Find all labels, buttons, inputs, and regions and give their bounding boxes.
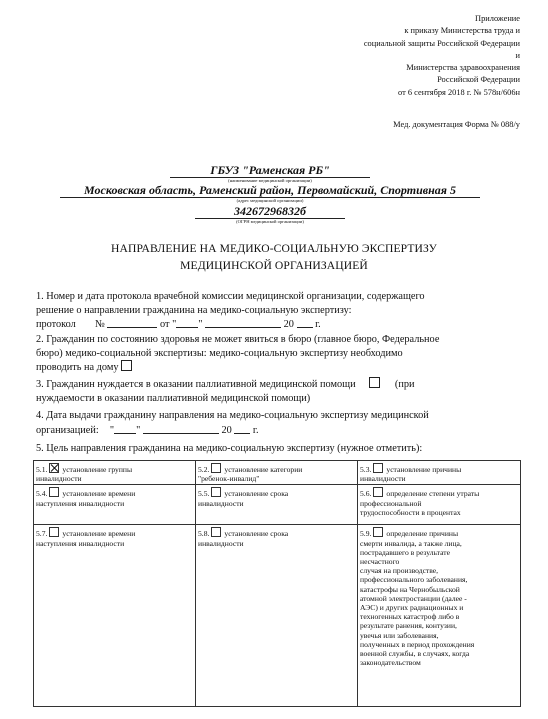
purpose-checkbox[interactable] [49,463,59,473]
purpose-number: 5.4. [36,489,48,499]
purpose-label: несчастного [360,557,400,567]
purpose-line [198,527,355,538]
purpose-line [360,649,518,658]
from-label: от [159,319,170,331]
purpose-label: наступления инвалидности [36,498,125,508]
purpose-label: атомной электростанции (далее - [360,593,467,603]
quote-close: " [136,424,141,436]
section-3-line-1-tail: (при [394,379,415,390]
purpose-number: 5.2. [198,465,210,474]
protocol-day-field[interactable] [176,317,198,328]
quote-close: " [198,319,203,331]
title-line-1: НАПРАВЛЕНИЕ НА МЕДИКО-СОЦИАЛЬНУЮ ЭКСПЕРТИЗУ [111,242,437,255]
purpose-label: определение степени утраты [386,489,480,499]
purpose-line [360,603,518,612]
purpose-label: АЭС) и других радиационных и [360,603,464,613]
table-row [34,461,521,485]
section-4-line-1: 4. Дата выдачи гражданину направления на медико-социальную экспертизу медицинской [36,410,429,421]
purpose-number: 5.9. [360,529,372,539]
purpose-label: установление срока [224,489,289,499]
purpose-line [198,487,355,498]
organization-ogrn: 34267296832б [195,204,345,219]
home-examination-checkbox[interactable] [121,360,132,371]
purpose-number: 5.5. [198,489,210,499]
purpose-label: военной службы, в случаях, когда [360,649,470,659]
purpose-checkbox[interactable] [49,487,59,497]
purpose-checkbox[interactable] [373,463,383,473]
purpose-text [36,527,193,547]
purpose-label: результате ранения, контузии, [360,621,457,631]
appendix-line: Приложение [475,14,520,23]
purpose-line [360,640,518,649]
purpose-text [198,527,355,547]
section-5 [36,442,516,456]
purpose-line [360,566,518,575]
purpose-text [360,487,518,517]
purpose-line [36,474,193,483]
issue-year-field[interactable] [234,423,250,434]
purpose-number: 5.3. [360,465,372,474]
title-line-2: МЕДИЦИНСКОЙ ОРГАНИЗАЦИЕЙ [180,259,368,272]
purpose-text [198,487,355,507]
purpose-line [198,539,355,548]
purpose-label: трудоспособности в процентах [360,507,461,517]
purpose-line [36,539,193,548]
purpose-table [33,460,521,707]
purpose-checkbox[interactable] [373,527,383,537]
purpose-line [360,575,518,584]
purpose-text [36,463,193,483]
appendix-line: Российской Федерации [437,75,520,85]
protocol-month-field[interactable] [205,317,281,328]
purpose-label: катастрофы на Чернобыльской [360,584,460,594]
purpose-label: определение причины [386,529,459,539]
purpose-number: 5.6. [360,489,372,499]
purpose-line [360,557,518,566]
year-prefix: 20 [283,319,294,331]
purpose-checkbox[interactable] [211,487,221,497]
quote-open: " [172,319,177,331]
purpose-line [360,594,518,603]
organization-name-caption: (наименование медицинской организации) [228,178,312,183]
purpose-label: инвалидности [36,474,82,484]
purpose-label: пострадавшего в результате [360,547,450,557]
purpose-line [360,548,518,557]
purpose-label: установление причины [386,465,462,474]
appendix-header [300,13,520,99]
purpose-line [198,499,355,508]
section-2-line-1: 2. Гражданин по состоянию здоровья не может явиться в бюро (главное бюро, Федеральное [36,334,440,345]
protocol-number-field[interactable] [107,317,157,328]
purpose-text [360,527,518,667]
purpose-label: установление времени [62,489,136,499]
appendix-line: к приказу Министерства труда и [404,26,520,36]
purpose-line [360,612,518,621]
purpose-checkbox[interactable] [211,463,221,473]
purpose-line [36,499,193,508]
purpose-cell [196,525,358,707]
section-2-line-3: проводить на дому [36,362,119,374]
purpose-label: увечья или заболевания, [360,630,439,640]
organization-name: ГБУЗ "Раменская РБ" [170,163,370,178]
purpose-label: профессионального заболевания, [360,575,468,585]
purpose-label: полученных в период прохождения [360,639,475,649]
purpose-cell [358,525,521,707]
purpose-line [360,539,518,548]
number-sign: № [94,319,105,331]
organization-ogrn-caption: (ОГРН медицинской организации) [236,219,304,224]
purpose-label: профессиональной [360,498,422,508]
purpose-label: установление срока [224,529,289,539]
purpose-cell [34,485,196,525]
purpose-label: техногенных катастроф либо в [360,612,460,622]
purpose-label: установление категории [224,465,303,474]
section-2-line-2: бюро) медико-социальной экспертизы: медико-социальную экспертизу необходимо [36,347,403,359]
section-1 [36,290,516,332]
protocol-label: протокол [36,319,76,331]
section-1-line-2: решение о направлении гражданина на медико-социальную экспертизу: [36,304,352,316]
purpose-line [360,508,518,517]
purpose-label: инвалидности [198,538,244,548]
year-suffix: г. [315,319,321,331]
organization-ogrn-block [50,204,490,224]
appendix-line: социальной защиты Российской Федерации [363,38,520,48]
purpose-cell [358,485,521,525]
palliative-care-checkbox[interactable] [369,377,380,388]
purpose-label: законодательством [360,658,421,668]
year-suffix: г. [252,424,259,436]
appendix-line: и [515,50,520,60]
purpose-line [198,463,355,474]
purpose-label: инвалидности [198,498,244,508]
purpose-label: установление времени [62,529,136,539]
purpose-line [360,487,518,498]
purpose-line [36,487,193,498]
purpose-checkbox[interactable] [211,527,221,537]
table-row [34,485,521,525]
purpose-text [198,463,355,483]
purpose-cell [196,461,358,485]
purpose-line [360,585,518,594]
purpose-line [360,621,518,630]
organization-address: Московская область, Раменский район, Первомайский, Спортивная 5 [60,183,480,198]
purpose-cell [358,461,521,485]
purpose-label: инвалидности [360,474,406,484]
purpose-cell [34,525,196,707]
purpose-label: наступления инвалидности [36,538,125,548]
purpose-label: случая на производстве, [360,566,439,576]
document-title [0,240,548,274]
purpose-line [36,527,193,538]
purpose-line [360,474,518,483]
purpose-line [36,463,193,474]
purpose-line [360,631,518,640]
section-4-label: организацией: [36,424,99,436]
purpose-label: "ребенок-инвалид" [198,474,260,484]
purpose-line [360,499,518,508]
protocol-year-field[interactable] [297,317,313,328]
section-3-line-2: нуждаемости в оказании паллиативной медицинской помощи) [36,392,311,404]
quote-open: " [109,424,115,436]
purpose-text [36,487,193,507]
organization-address-block [50,183,490,203]
purpose-cell [196,485,358,525]
purpose-line [360,463,518,474]
section-2 [36,333,516,375]
section-1-line-1: 1. Номер и дата протокола врачебной комиссии медицинской организации, содержащего [36,291,425,302]
purpose-cell [34,461,196,485]
appendix-line: Министерства здравоохранения [406,63,520,73]
organization-name-block [50,163,490,183]
purpose-line [360,658,518,667]
purpose-label: установление группы [62,465,133,474]
purpose-checkbox[interactable] [49,527,59,537]
section-5-line-1: 5. Цель направления гражданина на медико-социальную экспертизу (нужное отметить): [36,443,423,454]
issue-day-field[interactable] [114,423,136,434]
purpose-checkbox[interactable] [373,487,383,497]
purpose-line [360,527,518,538]
section-3-line-1: 3. Гражданин нуждается в оказании паллиативной медицинской помощи [36,379,356,390]
organization-address-caption: (адрес медицинской организации) [236,198,304,203]
issue-month-field[interactable] [143,423,219,434]
med-form-number: Мед. документация Форма № 088/у [393,120,520,129]
purpose-label: смерти инвалида, а также лица, [360,538,462,548]
year-prefix: 20 [221,424,232,436]
purpose-number: 5.8. [198,529,210,539]
section-3 [36,377,516,405]
protocol-line [36,317,516,332]
appendix-line: от 6 сентября 2018 г. № 578н/606н [398,87,520,97]
section-4 [36,409,516,437]
purpose-number: 5.1. [36,465,48,474]
purpose-line [198,474,355,483]
purpose-number: 5.7. [36,529,48,539]
purpose-text [360,463,518,483]
table-row [34,525,521,707]
